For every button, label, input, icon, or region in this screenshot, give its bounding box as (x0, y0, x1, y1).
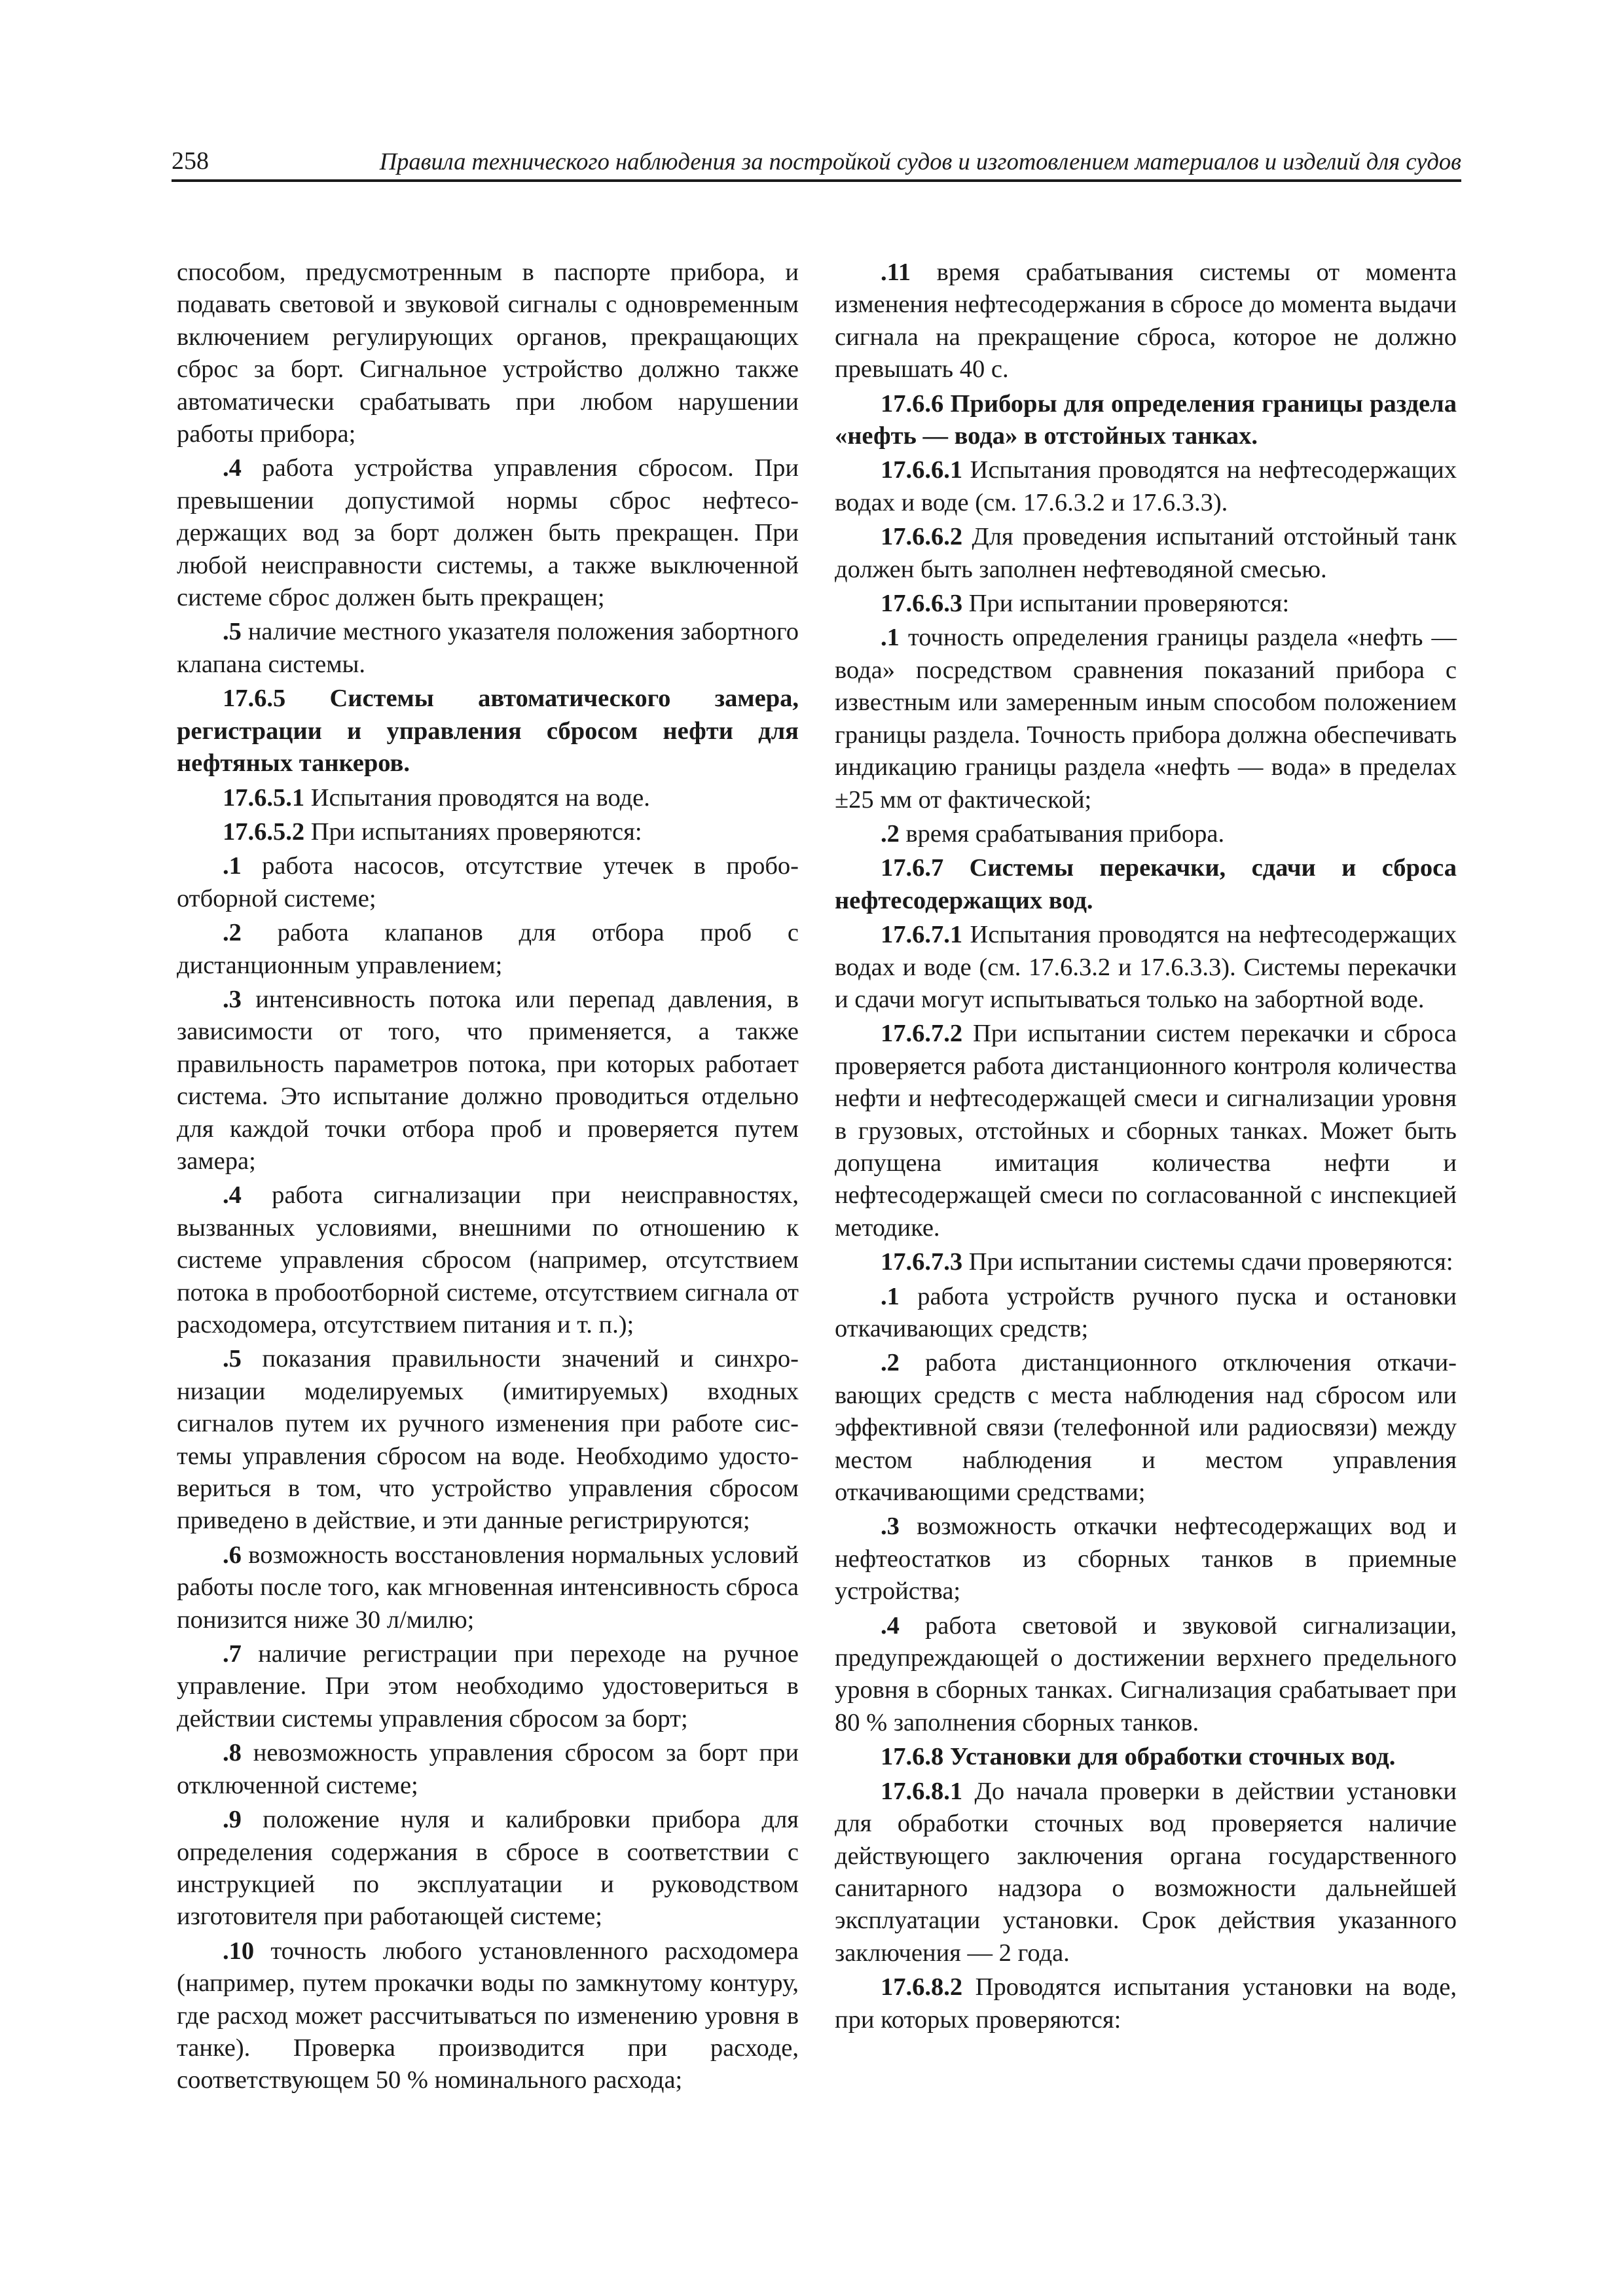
paragraph: 17.6.8.2 Проводятся испытания установки на воде, при которых проверяются: (835, 1973, 1457, 2034)
list-item: .4 работа световой и звуковой сигнализации, предупреждающей о достижении верхнего предельного уровня в сборных танках. Сигнализация срабатывает при 80 % заполнения сборных танков. (835, 1611, 1457, 1736)
right-column (835, 257, 1457, 2036)
section-heading: 17.6.8 Установки для обработки сточных вод. (881, 1743, 1396, 1771)
list-item: .8 невозможность управления сбросом за борт при отключенной системе; (177, 1739, 799, 1799)
paragraph: 17.6.7.1 Испытания проводятся на нефтесодержащих водах и воде (см. 17.6.3.2 и 17.6.3.3). Системы перекачки и сдачи могут испытываться только на забортной воде. (835, 921, 1457, 1013)
list-item: .1 работа устройств ручного пуска и остановки откачивающих средств; (835, 1282, 1457, 1342)
page-number: 258 (172, 147, 209, 175)
running-title: Правила технического наблюдения за постройкой судов и изготовлением материалов и изделий для судов (379, 148, 1461, 175)
paragraph: 17.6.5.1 Испытания проводятся на воде. (223, 783, 650, 812)
list-item: .2 работа клапанов для отбора проб с дистанционным управлением; (177, 919, 799, 979)
list-item: .3 интенсивность потока или перепад давления, в зависимости от того, что применяется, а также правильность параметров потока, при которых работает система. Это испытание должно проводиться отдельно для каждой точки отбора проб и проверяется путем замера; (177, 985, 799, 1175)
paragraph: 17.6.6.1 Испытания проводятся на нефтесодержащих водах и воде (см. 17.6.3.2 и 17.6.3.3). (835, 456, 1457, 516)
section-heading: 17.6.7 Системы перекачки, сдачи и сброса нефтесодержащих вод. (835, 854, 1457, 914)
paragraph: 17.6.6.3 При испытании проверяются: (881, 590, 1290, 618)
list-item: .10 точность любого установленного расходомера (например, путем прокачки воды по замкнутому контуру, где расход может рассчитываться по изменению уровня в танке). Проверка производится при расходе, соответствующем 50 % номинального расхода; (177, 1937, 799, 2094)
list-item: .4 работа сигнализации при неисправностях, вызванных условиями, внешними по отношению к системе управления сбросом (например, отсутствием потока в пробоотборной системе, отсутствием сигнала от расходомера, отсутствием питания и т. п.); (177, 1181, 799, 1338)
paragraph: 17.6.7.2 При испытании систем перекачки и сброса проверяется работа дистанционного контроля количества нефти и нефтесодержащей смеси и сигнализации уровня в грузовых, отстойных и сборных танках. Может быть допущена имитация количества нефти и нефтесодержащей смеси по согласованной с инспекцией методике. (835, 1020, 1457, 1242)
list-item: .7 наличие регистрации при переходе на ручное управление. При этом необходимо удостовериться в действии системы управления сбросом за борт; (177, 1640, 799, 1732)
list-item: .2 работа дистанционного отключения откачивающих средств с места наблюдения над сбросом или эффективной связи (телефонной или радиосвязи) между местом наблюдения и местом управления откачивающими средствами; (835, 1349, 1457, 1507)
left-column (177, 257, 799, 2097)
list-item: .5 наличие местного указателя положения забортного клапана системы. (177, 618, 799, 678)
paragraph: 17.6.7.3 При испытании системы сдачи проверяются: (881, 1248, 1453, 1276)
list-item: .5 показания правильности значений и синхронизации моделируемых (имитируемых) входных сигналов путем их ручного изменения при работе системы управления сбросом на воде. Необходимо удостовериться в том, что устройство управления сбросом приведено в действие, и эти данные регистрируются; (177, 1345, 799, 1535)
section-heading: 17.6.5 Системы автоматического замера, регистрации и управления сбросом нефти для нефтяных танкеров. (177, 685, 799, 778)
list-item: .1 точность определения границы раздела «нефть — вода» посредством сравнения показаний прибора с известным или замеренным иным способом положением границы раздела. Точность прибора должна обеспечивать индикацию границы раздела «нефть — вода» в пределах ±25 мм от фактической; (835, 624, 1457, 814)
paragraph: 17.6.6.2 Для проведения испытаний отстойный танк должен быть заполнен нефтеводяной смесью. (835, 523, 1457, 583)
paragraph: 17.6.5.2 При испытаниях проверяются: (223, 817, 642, 846)
list-item: .3 возможность откачки нефтесодержащих вод и нефтеостатков из сборных танков в приемные устройства; (835, 1513, 1457, 1605)
list-item: .6 возможность восстановления нормальных условий работы после того, как мгновенная интенсивность сброса понизится ниже 30 л/милю; (177, 1541, 799, 1634)
list-item: .1 работа насосов, отсутствие утечек в пробоотборной системе; (177, 852, 799, 912)
list-item: .9 положение нуля и калибровки прибора для определения содержания в сбросе в соответствии с инструкцией по эксплуатации и руководством изготовителя при работающей системе; (177, 1806, 799, 1931)
paragraph: 17.6.8.1 До начала проверки в действии установки для обработки сточных вод проверяется наличие действующего заключения органа государственного санитарного надзора о возможности дальнейшей эксплуатации установки. Срок действия указанного заключения — 2 года. (835, 1777, 1457, 1967)
list-item: .4 работа устройства управления сбросом. При превышении допустимой нормы сброс нефтесодержащих вод за борт должен быть прекращен. При любой неисправности системы, а также выключенной системе сброс должен быть прекращен; (177, 454, 799, 612)
page-header (172, 143, 1461, 182)
paragraph: способом, предусмотренным в паспорте прибора, и подавать световой и звуковой сигналы с одновременным включением регулирующих органов, прекращающих сброс за борт. Сигнальное устройство должно также автоматически срабатывать при любом нарушении работы прибора; (177, 259, 799, 448)
list-item: .11 время срабатывания системы от момента изменения нефтесодержания в сбросе до момента выдачи сигнала на прекращение сброса, которое не должно превышать 40 с. (835, 259, 1457, 384)
section-heading: 17.6.6 Приборы для определения границы раздела «нефть — вода» в отстойных танках. (835, 389, 1457, 450)
list-item: .2 время срабатывания прибора. (881, 819, 1225, 848)
